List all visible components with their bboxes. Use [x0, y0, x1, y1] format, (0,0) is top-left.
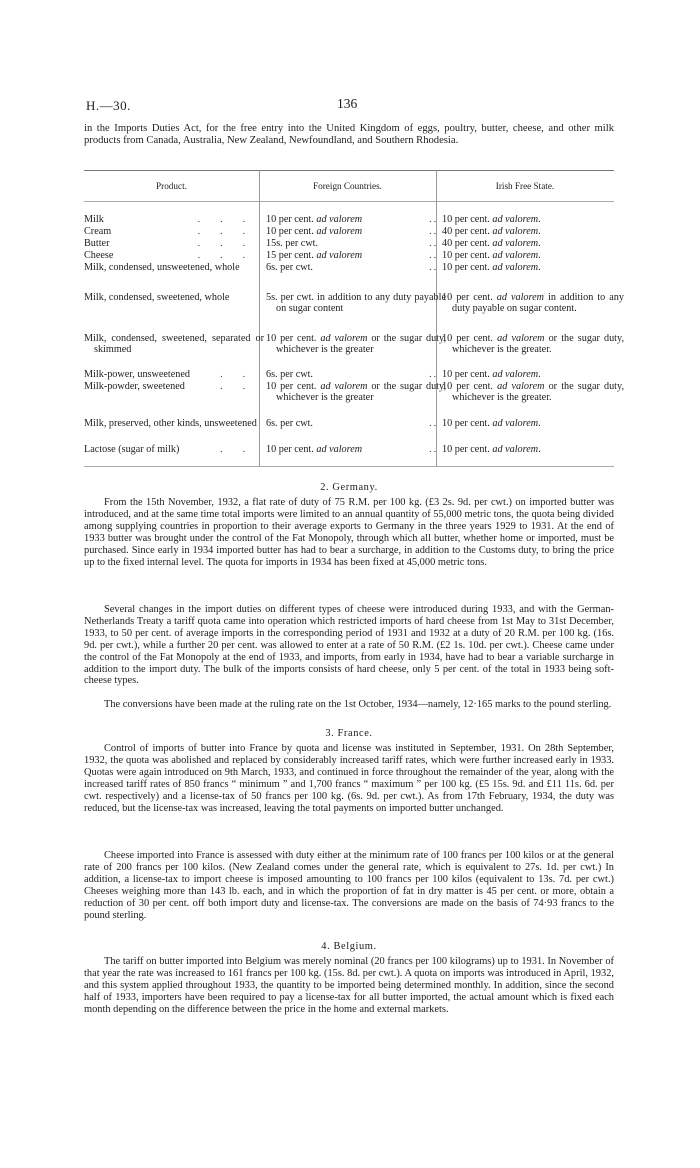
table-cell: 10 per cent. ad valorem or the sugar duty, whichever is the greater.: [442, 333, 624, 356]
table-cell: 5s. per cwt. in addition to any duty payable on sugar content: [266, 292, 446, 315]
table-row: Milk, condensed, unsweetened, whole: [84, 262, 240, 273]
table-cell: . . 10 per cent. ad valorem: [266, 444, 436, 455]
table-cell: . . 15 per cent. ad valorem: [266, 250, 436, 261]
table-cell: 10 per cent. ad valorem.: [442, 250, 541, 261]
table-row: . . . Cream: [84, 226, 254, 237]
intro-paragraph: in the Imports Duties Act, for the free entry into the United Kingdom of eggs, poultry, butter, cheese, and other milk products from Canada, Australia, New Zealand, Newfoundland, and Southern Rhodesia.: [84, 123, 614, 146]
table-row: Milk, condensed, sweetened, separated or skimmed: [84, 333, 264, 356]
table-row: Milk, preserved, other kinds, unsweetened: [84, 418, 257, 429]
table-cell: . . 10 per cent. ad valorem: [266, 214, 436, 225]
germany-paragraph-1: From the 15th November, 1932, a flat rate of duty of 75 R.M. per 100 kg. (£3 2s. 9d. per cwt.) on imported butter was introduced, and at the same time total imports were limited to an annual quantity of 55,000 metric tons, the quota being divided among supplying countries in proportion to their average exports to Germany in the three years 1929 to 1931. At the end of 1933 butter was brought under the control of the Fat Monopoly, through which all butter, whether home or imported, must be purchased. Since early in 1934 imported butter has had to bear a surcharge, in addition to the Customs duty, to bring the price up to the fixed internal level. The quota for imports in 1934 has been fixed at 45,000 metric tons.: [84, 497, 614, 568]
table-cell: 10 per cent. ad valorem in addition to any duty payable on sugar content.: [442, 292, 624, 315]
section-heading-belgium: 4. Belgium.: [321, 941, 377, 952]
table-cell: 10 per cent. ad valorem or the sugar duty, whichever is the greater.: [442, 381, 624, 404]
table-row: . . Milk-powder, sweetened: [84, 381, 254, 392]
table-cell: 40 per cent. ad valorem.: [442, 226, 541, 237]
france-paragraph-2: Cheese imported into France is assessed with duty either at the minimum rate of 100 francs per 100 kilos or at the general rate of 200 francs per 100 kilos. (New Zealand comes under the general rate, which is equivalent to 27s. 1d. per cwt.) In addition, a license-tax to import cheese is imposed amounting to 100 francs per 100 kilos (equivalent to 13s. 7d. per cwt.) Cheeses weighing more than 143 lb. each, and in which the proportion of fat in dry matter is 45 per cent. or more, obtain a reduction of 30 per cent. off both import duty and license-tax. The conversions are made on the basis of 74·93 francs to the pound sterling.: [84, 850, 614, 921]
table-cell: 10 per cent. ad valorem or the sugar duty, whichever is the greater: [266, 381, 446, 404]
france-paragraph-1: Control of imports of butter into France by quota and license was instituted in September, 1931. On 28th September, 1932, the quota was abolished and replaced by considerably increased tariff rates, which were further increased early in 1933. Quotas were again introduced on 9th March, 1933, and continued in force throughout the remainder of the year, along with the increased tariff rates of 850 francs “ minimum ” and 1,700 francs “ maximum ” per 100 kg. (£5 15s. 9d. and £11 11s. 6d. per cwt. respectively) and a license-tax of 50 francs per 100 kg. (6s. 9d. per cwt.). As from 17th February, 1934, the duty was reduced, but the license-tax was increased, leaving the total payments on imported butter unchanged.: [84, 743, 614, 814]
table-header-irish: Irish Free State.: [495, 181, 555, 191]
table-cell: . . 6s. per cwt.: [266, 369, 436, 380]
table-cell: 10 per cent. ad valorem or the sugar duty, whichever is the greater: [266, 333, 446, 356]
table-cell: 10 per cent. ad valorem.: [442, 444, 541, 455]
belgium-paragraph-1: The tariff on butter imported into Belgium was merely nominal (20 francs per 100 kilograms) up to 1931. In November of that year the rate was increased to 161 francs per 100 kg. (15s. 8d. per cwt.). A quota on imports was introduced in April, 1932, and this system applied throughout 1933, the quantity to be imported being determined monthly. In addition, since the second half of 1933, importers have been required to pay a license-tax for all butter imported, the actual amount which is fixed each month depending on the difference between the price in the home and external markets.: [84, 956, 614, 1015]
table-cell: 40 per cent. ad valorem.: [442, 238, 541, 249]
table-row: . . . Milk: [84, 214, 254, 225]
section-heading-france: 3. France.: [325, 728, 373, 739]
table-cell: 10 per cent. ad valorem.: [442, 262, 541, 273]
table-cell: . . 6s. per cwt.: [266, 262, 436, 273]
table-row: . . . Butter: [84, 238, 254, 249]
table-cell: 10 per cent. ad valorem.: [442, 369, 541, 380]
page-number: 136: [337, 96, 358, 111]
table-bottom-rule: [84, 466, 614, 467]
document-reference: H.—30.: [86, 98, 131, 113]
table-cell: . . 10 per cent. ad valorem: [266, 226, 436, 237]
table-row: Milk, condensed, sweetened, whole: [84, 292, 230, 303]
table-row: . . Lactose (sugar of milk): [84, 444, 254, 455]
table-top-rule: [84, 170, 614, 171]
table-row: . . Milk-power, unsweetened: [84, 369, 254, 380]
table-cell: . . 15s. per cwt.: [266, 238, 436, 249]
table-header-foreign: Foreign Countries.: [313, 181, 382, 191]
table-header-rule: [84, 201, 614, 202]
table-divider-2: [436, 170, 437, 466]
table-cell: 10 per cent. ad valorem.: [442, 214, 541, 225]
section-heading-germany: 2. Germany.: [320, 482, 378, 493]
germany-paragraph-3: The conversions have been made at the ruling rate on the 1st October, 1934—namely, 12·165 marks to the pound sterling.: [104, 699, 612, 710]
germany-paragraph-2: Several changes in the import duties on different types of cheese were introduced during 1933, and with the German-Netherlands Treaty a tariff quota came into operation which restricted imports of hard cheese from 1st May to 31st December, 1933, to 50 per cent. of average imports in the corresponding period of 1931 and 1932 at a duty of 20 R.M. per 100 kg. (16s. 9d. per cwt.), while a further 20 per cent. was allowed to enter at a rate of 50 R.M. (£2 1s. 10d. per cwt.). Cheese came under the control of the Fat Monopoly at the end of 1933, and imports, from early in 1934, have had to bear a variable surcharge in addition to the import duty. The bulk of the imports consists of hard cheese, only 5 per cent. of the total in 1933 being soft-cheese types.: [84, 604, 614, 687]
table-cell: 10 per cent. ad valorem.: [442, 418, 541, 429]
table-cell: . . 6s. per cwt.: [266, 418, 436, 429]
table-row: . . . Cheese: [84, 250, 254, 261]
table-header-product: Product.: [156, 181, 187, 191]
